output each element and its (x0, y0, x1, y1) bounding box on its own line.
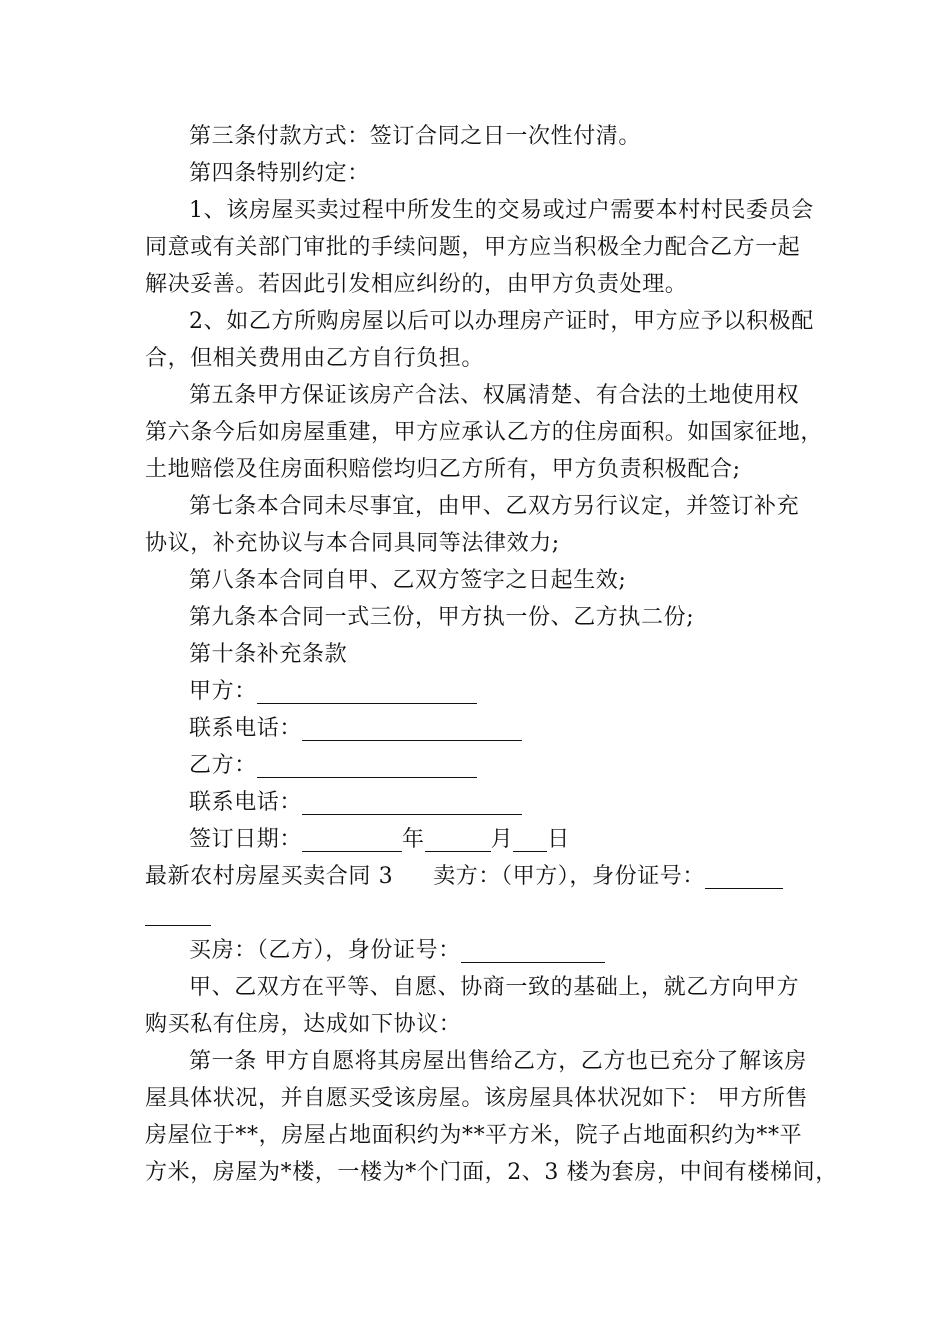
clause-7-line-1: 第七条本合同未尽事宜，由甲、乙双方另行议定，并签订补充 (189, 494, 800, 519)
party-b-blank[interactable] (257, 755, 477, 778)
contract-3-heading-row (145, 862, 783, 892)
party-a-signature-row (189, 677, 477, 707)
clause-10: 第十条补充条款 (189, 642, 348, 667)
clause-1-line-2: 屋具体状况，并自愿买受该房屋。该房屋具体状况如下： 甲方所售 (145, 1086, 808, 1111)
seller-id-blank[interactable] (705, 866, 783, 889)
year-label: 年 (402, 827, 425, 852)
preamble-line-1: 甲、乙双方在平等、自愿、协商一致的基础上，就乙方向甲方 (189, 975, 800, 1000)
year-blank[interactable] (302, 829, 402, 852)
contract-3-title: 最新农村房屋买卖合同 3 (145, 864, 394, 889)
party-a-phone-blank[interactable] (302, 718, 522, 741)
clause-3-payment: 第三条付款方式：签订合同之日一次性付清。 (189, 124, 642, 149)
party-a-blank[interactable] (257, 681, 477, 704)
party-b-phone-label: 联系电话： (189, 790, 303, 815)
clause-4-heading: 第四条特别约定： (189, 161, 370, 186)
month-blank[interactable] (425, 829, 491, 852)
clause-9: 第九条本合同一式三份，甲方执一份、乙方执二份; (189, 605, 695, 630)
clause-7-line-2: 协议，补充协议与本合同具同等法律效力; (145, 531, 560, 556)
clause-1-line-4: 方米，房屋为*楼，一楼为*个门面，2、3 楼为套房，中间有楼梯间， (145, 1160, 838, 1185)
buyer-id-row (189, 936, 605, 966)
month-label: 月 (490, 827, 514, 852)
signing-date-row (189, 825, 570, 855)
party-b-phone-blank[interactable] (302, 792, 522, 815)
signing-date-label: 签订日期： (189, 827, 303, 852)
seller-id-continuation (145, 899, 211, 929)
clause-4-item-1-line-2: 同意或有关部门审批的手续问题，甲方应当积极全力配合乙方一起 (145, 235, 801, 260)
clause-6-line-1: 第六条今后如房屋重建，甲方应承认乙方的住房面积。如国家征地， (145, 420, 824, 445)
party-a-label: 甲方： (189, 679, 257, 704)
party-a-phone-label: 联系电话： (189, 716, 303, 741)
clause-4-item-1-line-1: 1、该房屋买卖过程中所发生的交易或过户需要本村村民委员会 (189, 198, 814, 223)
clause-1-line-3: 房屋位于**，房屋占地面积约为**平方米，院子占地面积约为**平 (145, 1123, 803, 1148)
clause-4-item-1-line-3: 解决妥善。若因此引发相应纠纷的，由甲方负责处理。 (145, 272, 688, 297)
party-b-phone-row (189, 788, 522, 818)
clause-5: 第五条甲方保证该房产合法、权属清楚、有合法的土地使用权 (189, 383, 800, 408)
buyer-id-label: 买房：（乙方），身份证号： (189, 938, 461, 963)
seller-id-label: 卖方：（甲方），身份证号： (433, 864, 706, 889)
clause-4-item-2-line-2: 合，但相关费用由乙方自行负担。 (145, 346, 485, 371)
day-blank[interactable] (513, 829, 547, 852)
seller-id-blank-cont[interactable] (145, 903, 211, 926)
clause-6-line-2: 土地赔偿及住房面积赔偿均归乙方所有，甲方负责积极配合; (145, 457, 741, 482)
party-b-signature-row (189, 751, 477, 781)
party-b-label: 乙方： (189, 753, 257, 778)
clause-4-item-2-line-1: 2、如乙方所购房屋以后可以办理房产证时，甲方应予以积极配 (189, 309, 814, 334)
day-label: 日 (547, 827, 570, 852)
preamble-line-2: 购买私有住房，达成如下协议： (145, 1012, 462, 1037)
buyer-id-blank[interactable] (461, 940, 605, 963)
party-a-phone-row (189, 714, 522, 744)
clause-8: 第八条本合同自甲、乙双方签字之日起生效; (189, 568, 627, 593)
clause-1-line-1: 第一条 甲方自愿将其房屋出售给乙方，乙方也已充分了解该房 (189, 1049, 807, 1074)
